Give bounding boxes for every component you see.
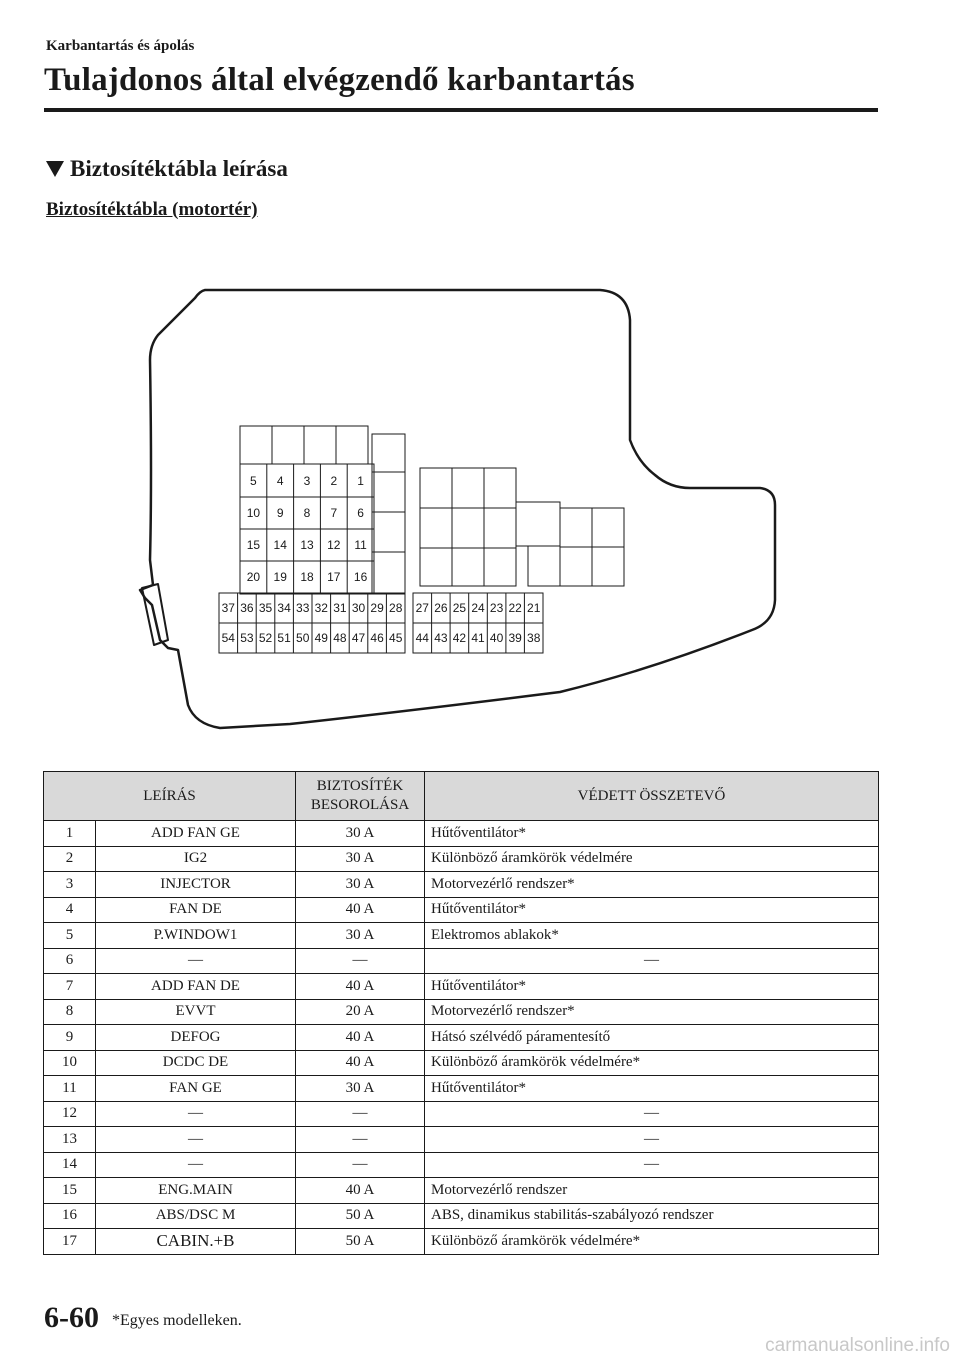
fuse-rating: 40 A — [296, 1178, 425, 1204]
protected-component: Motorvezérlő rendszer* — [425, 872, 879, 898]
table-header-row — [44, 772, 879, 821]
fuse-rating: 30 A — [296, 872, 425, 898]
fuse-number: 7 — [44, 974, 96, 1000]
fuse-position-label: 53 — [240, 631, 254, 645]
fuse-position-label: 16 — [353, 570, 368, 584]
table-row — [44, 1025, 879, 1051]
fuse-position-label: 47 — [351, 631, 366, 645]
fuse-position-label: 42 — [452, 631, 467, 645]
fuse-description: FAN DE — [96, 897, 296, 923]
fuse-description: CABIN.+B — [96, 1229, 296, 1255]
fuse-rating: 30 A — [296, 846, 425, 872]
fuse-position-label: 9 — [276, 506, 284, 520]
fuse-rating: 20 A — [296, 999, 425, 1025]
fuse-rating: — — [296, 948, 425, 974]
fuse-position-label: 32 — [314, 601, 328, 615]
table-row — [44, 1127, 879, 1153]
fuse-position-label: 28 — [389, 601, 403, 615]
fuse-rating: — — [296, 1152, 425, 1178]
fuse-position-label: 41 — [471, 631, 485, 645]
fuse-position-label: 45 — [389, 631, 403, 645]
fuse-description: EVVT — [96, 999, 296, 1025]
fuse-rating: 40 A — [296, 1025, 425, 1051]
fuse-rating: 50 A — [296, 1203, 425, 1229]
table-row — [44, 1152, 879, 1178]
fuse-position-label: 46 — [370, 631, 384, 645]
protected-component: ABS, dinamikus stabilitás-szabályozó rendszer — [425, 1203, 879, 1229]
fuse-number: 3 — [44, 872, 96, 898]
fuse-position-label: 23 — [489, 601, 504, 615]
fuse-box-outline — [140, 290, 775, 728]
fuse-position-label: 12 — [327, 538, 341, 552]
section-title-text: Biztosítéktábla leírása — [70, 156, 288, 181]
fuse-position-label: 29 — [370, 601, 384, 615]
watermark: carmanualsonline.info — [765, 1335, 950, 1356]
fuse-number: 13 — [44, 1127, 96, 1153]
header-rating-line1: BIZTOSÍTÉK — [316, 778, 404, 794]
fuse-position-label: 36 — [240, 601, 254, 615]
fuse-position-label: 5 — [250, 474, 257, 488]
fuse-description: ABS/DSC M — [96, 1203, 296, 1229]
fuse-position-label: 1 — [357, 474, 364, 488]
table-row — [44, 999, 879, 1025]
protected-component: Hátsó szélvédő páramentesítő — [425, 1025, 879, 1051]
fuse-description: ADD FAN GE — [96, 821, 296, 847]
protected-component: — — [425, 1152, 879, 1178]
protected-component: Hűtőventilátor* — [425, 821, 879, 847]
table-row — [44, 1101, 879, 1127]
fuse-description: — — [96, 1101, 296, 1127]
fuse-number: 14 — [44, 1152, 96, 1178]
fuse-position-label: 48 — [333, 631, 347, 645]
protected-component: Hűtőventilátor* — [425, 897, 879, 923]
fuse-position-label: 44 — [415, 631, 429, 645]
fuse-position-label: 18 — [300, 570, 314, 584]
subtitle: Biztosítéktábla (motortér) — [46, 199, 258, 220]
table-row — [44, 821, 879, 847]
fuse-rating: 30 A — [296, 923, 425, 949]
table-row — [44, 1076, 879, 1102]
table-row — [44, 923, 879, 949]
fuse-position-label: 39 — [508, 631, 522, 645]
fuse-position-label: 20 — [246, 570, 261, 584]
fuse-position-label: 50 — [296, 631, 310, 645]
fuse-number: 9 — [44, 1025, 96, 1051]
fuse-position-label: 30 — [351, 601, 366, 615]
protected-component: Különböző áramkörök védelmére* — [425, 1229, 879, 1255]
fuse-position-label: 7 — [330, 506, 338, 520]
fuse-position-label: 38 — [527, 631, 541, 645]
fuse-position-label: 22 — [508, 601, 522, 615]
fuse-rating: 30 A — [296, 821, 425, 847]
table-row — [44, 974, 879, 1000]
fuse-number: 5 — [44, 923, 96, 949]
fuse-position-label: 2 — [330, 474, 338, 488]
fuse-number: 1 — [44, 821, 96, 847]
fuse-position-label: 52 — [258, 631, 273, 645]
fuse-number: 17 — [44, 1229, 96, 1255]
fuse-position-label: 40 — [489, 631, 504, 645]
fuse-number: 10 — [44, 1050, 96, 1076]
fuse-position-label: 13 — [300, 538, 314, 552]
fuse-description: IG2 — [96, 846, 296, 872]
protected-component: Hűtőventilátor* — [425, 974, 879, 1000]
fuse-number: 2 — [44, 846, 96, 872]
table-row — [44, 872, 879, 898]
fuse-position-label: 35 — [258, 601, 273, 615]
header-rating — [296, 772, 425, 821]
header-rating-line2: BESOROLÁSA — [310, 797, 410, 813]
fuse-number: 15 — [44, 1178, 96, 1204]
protected-component: — — [425, 1127, 879, 1153]
fuse-position-label: 8 — [303, 506, 311, 520]
fuse-position-label: 54 — [221, 631, 235, 645]
table-row — [44, 1203, 879, 1229]
protected-component: — — [425, 948, 879, 974]
fuse-position-label: 10 — [246, 506, 261, 520]
fuse-description: ENG.MAIN — [96, 1178, 296, 1204]
fuse-description: — — [96, 1152, 296, 1178]
fuse-description: INJECTOR — [96, 872, 296, 898]
fuse-position-label: 25 — [452, 601, 467, 615]
fuse-rating: 40 A — [296, 897, 425, 923]
fuse-position-label: 24 — [471, 601, 485, 615]
fuse-description: FAN GE — [96, 1076, 296, 1102]
fuse-description: P.WINDOW1 — [96, 923, 296, 949]
protected-component: Hűtőventilátor* — [425, 1076, 879, 1102]
fuse-position-label: 37 — [221, 601, 235, 615]
fuse-position-label: 15 — [246, 538, 261, 552]
fuse-rating: — — [296, 1127, 425, 1153]
table-row — [44, 948, 879, 974]
fuse-number: 11 — [44, 1076, 96, 1102]
fuse-rating: 30 A — [296, 1076, 425, 1102]
fuse-position-label: 34 — [277, 601, 291, 615]
header-description: LEÍRÁS — [44, 772, 296, 821]
fuse-number: 6 — [44, 948, 96, 974]
fuse-number: 12 — [44, 1101, 96, 1127]
fuse-description: DEFOG — [96, 1025, 296, 1051]
fuse-number: 8 — [44, 999, 96, 1025]
protected-component: Különböző áramkörök védelmére* — [425, 1050, 879, 1076]
table-row — [44, 1229, 879, 1255]
fuse-description: DCDC DE — [96, 1050, 296, 1076]
fuse-number: 16 — [44, 1203, 96, 1229]
fuse-rating: 40 A — [296, 974, 425, 1000]
page-title: Tulajdonos által elvégzendő karbantartás — [44, 62, 635, 98]
table-row — [44, 897, 879, 923]
fuse-rating: 40 A — [296, 1050, 425, 1076]
fuse-description: — — [96, 1127, 296, 1153]
fuse-position-label: 26 — [434, 601, 448, 615]
table-row — [44, 1178, 879, 1204]
fuse-position-label: 21 — [527, 601, 541, 615]
fuse-description: ADD FAN DE — [96, 974, 296, 1000]
header-component: VÉDETT ÖSSZETEVŐ — [425, 772, 879, 821]
fuse-rating: 50 A — [296, 1229, 425, 1255]
fuse-number: 4 — [44, 897, 96, 923]
fuse-description: — — [96, 948, 296, 974]
fuse-position-label: 3 — [303, 474, 311, 488]
table-row — [44, 846, 879, 872]
fuse-table — [43, 771, 879, 1255]
fuse-position-label: 14 — [273, 538, 287, 552]
protected-component: Elektromos ablakok* — [425, 923, 879, 949]
page-number: 6-60 — [44, 1301, 99, 1334]
fuse-position-label: 6 — [357, 506, 364, 520]
protected-component: Motorvezérlő rendszer* — [425, 999, 879, 1025]
fuse-position-label: 43 — [434, 631, 448, 645]
fuse-rating: — — [296, 1101, 425, 1127]
fuse-position-label: 19 — [273, 570, 287, 584]
fuse-position-label: 51 — [277, 631, 291, 645]
chapter-label: Karbantartás és ápolás — [46, 38, 195, 54]
protected-component: Motorvezérlő rendszer — [425, 1178, 879, 1204]
fuse-position-label: 11 — [354, 538, 367, 552]
fuse-position-label: 33 — [296, 601, 310, 615]
footnote: *Egyes modelleken. — [112, 1312, 242, 1329]
fuse-position-label: 27 — [415, 601, 429, 615]
protected-component: — — [425, 1101, 879, 1127]
fuse-position-label: 49 — [314, 631, 328, 645]
protected-component: Különböző áramkörök védelmére — [425, 846, 879, 872]
fuse-position-label: 4 — [276, 474, 284, 488]
fuse-position-label: 31 — [333, 601, 347, 615]
table-row — [44, 1050, 879, 1076]
fuse-position-label: 17 — [327, 570, 341, 584]
